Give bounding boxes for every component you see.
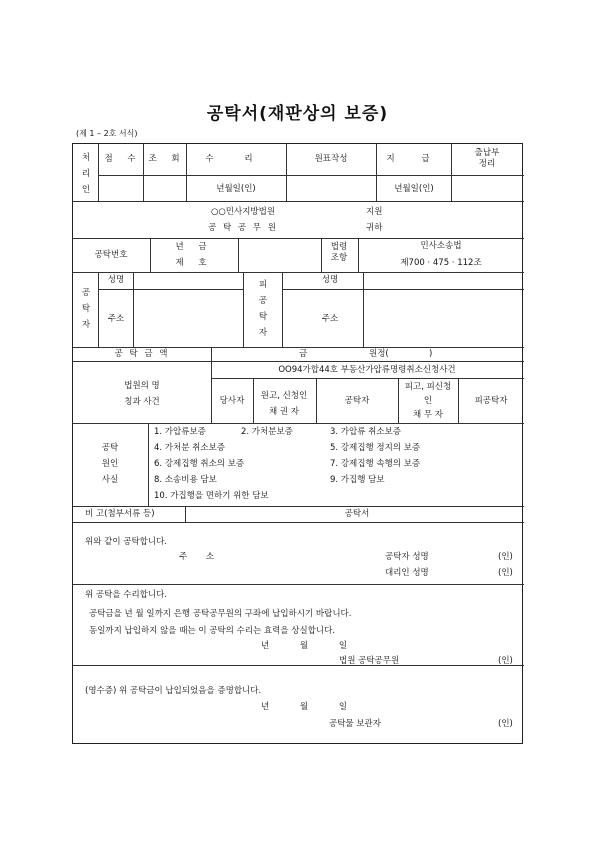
processor-label-1: 처 [81,153,91,163]
rule [73,506,524,507]
agent-signature-label: 대리인 성명 [385,568,429,578]
col-acceptance: 수 리 [205,154,267,164]
form-number: (제 1 – 2호 서식) [76,129,138,138]
col-ledger: 원표작성 [314,154,348,164]
law-label: 법령 조항 [330,242,348,263]
acceptance-official: 법원 공탁공무원 [339,656,400,666]
cause-label-3: 사실 [101,475,119,485]
cause-item: 7. 강제집행 속행의 보증 [330,459,421,469]
rule [73,522,524,523]
law-name: 민사소송법 [420,241,462,251]
rule [458,378,459,423]
cause-item: 1. 가압류보증 [154,427,206,437]
rule [282,289,524,290]
rule [98,175,524,176]
year-label: 년 금 [175,242,213,252]
rule [148,423,149,506]
amount-won-close: ) [429,349,433,359]
court-name: ○○민사지방법원 [210,207,276,217]
col-payment: 지 급 [386,154,442,164]
rule [282,272,283,347]
rule [186,144,187,201]
rule [73,584,524,585]
rule [133,272,134,347]
depositee-label-3: 탁 [258,312,268,322]
cause-item: 10. 가집행을 면하기 위한 담보 [154,491,269,501]
acceptance-line-3: 동일까지 납입하지 않을 때는 이 공탁의 수리는 효력을 상실합니다. [89,626,336,636]
cause-item: 6. 강제집행 취소의 보증 [154,459,245,469]
depositor-seal: (인) [498,552,513,562]
case-depositee-label: 피공탁자 [474,396,508,406]
rule [376,144,377,201]
rule [451,144,452,201]
receipt-date: 년 월 일 [261,702,362,712]
acceptance-date: 년 월 일 [261,641,362,651]
cause-item: 5. 강제집행 정지의 보증 [330,443,421,453]
rule [321,238,322,272]
cause-label-1: 공탁 [101,443,119,453]
amount-currency: 금 [299,349,308,359]
deposit-no-label: 공탁번호 [94,250,128,260]
cause-label-2: 원인 [101,459,119,469]
acceptance-line-2: 공탁금을 년 월 일까지 은행 공탁공무원의 구좌에 납입하시기 바랍니다. [89,609,352,619]
receipt-line-1: (영수증) 위 공탁금이 납입되었음을 증명합니다. [85,686,262,696]
acceptance-seal: (인) [498,656,513,666]
rule [211,378,524,379]
depositee-label-4: 자 [258,328,268,338]
rule [98,289,243,290]
rule [358,238,359,272]
declaration-text: 위와 같이 공탁합니다. [85,537,168,547]
amount-won: 원정( [369,349,389,359]
amount-label: 공 탁 금 액 [114,349,170,359]
rule [98,144,99,201]
rule [316,378,317,423]
rule [143,144,144,201]
processor-label-2: 리 [81,169,91,179]
agent-seal: (인) [498,568,513,578]
remarks-label: 비 고(첨부서류 등) [85,509,155,519]
date-seal-acceptance: 년월일(인) [216,184,256,194]
branch-label: 지원 [366,207,383,217]
case-name: OO94가합44호 부동산가압류명령취소신청사건 [278,365,456,375]
col-inquiry: 조 회 [148,154,186,164]
honorific: 귀하 [366,223,383,233]
deposit-official: 공 탁 공 무 원 [208,223,278,233]
case-depositor-label: 공탁자 [344,396,370,406]
plaintiff-label: 원고, 신청인 채 권 자 [260,391,308,417]
rule [286,144,287,201]
cause-item: 9. 가집행 담보 [330,475,385,485]
rule [363,272,364,347]
defendant-label: 피고, 피신청 인 채 무 자 [404,382,452,420]
cause-item: 4. 가처분 취소보증 [154,443,225,453]
rule [238,238,239,272]
depositor-label-3: 자 [81,320,91,330]
receipt-seal: (인) [498,719,513,729]
depositor-signature-label: 공탁자 성명 [385,552,429,562]
case-label-1: 법원의 명 [124,381,160,391]
depositor-label-2: 탁 [81,304,91,314]
receipt-custodian: 공탁물 보관자 [329,719,381,729]
depositee-name-label: 성명 [321,275,339,285]
depositee-address-label: 주소 [321,314,339,324]
rule [73,361,524,362]
rule [185,506,186,522]
rule [211,347,212,361]
cause-item: 2. 가처분보증 [241,427,293,437]
party-label: 당사자 [219,396,245,406]
cause-item: 8. 소송비용 담보 [154,475,217,485]
rule [253,378,254,423]
rule [398,378,399,423]
rule [98,272,99,347]
law-articles: 제700 · 475 · 112조 [400,258,482,268]
depositor-address-label: 주소 [107,314,125,324]
processor-label-3: 인 [81,185,91,195]
acceptance-line-1: 위 공탁을 수리합니다. [85,590,168,600]
col-cashbook: 출납부 정리 [474,148,500,169]
declaration-address-label: 주 소 [179,552,223,562]
rule [150,238,151,272]
cause-item: 3. 가압류 취소보증 [330,427,401,437]
rule [73,347,524,348]
date-seal-payment: 년월일(인) [394,184,434,194]
rule [73,201,524,202]
rule [73,238,524,239]
document-title: 공탁서(재판상의 보증) [206,104,389,124]
number-label: 제 호 [175,258,213,268]
depositee-label-2: 공 [258,296,268,306]
rule [73,272,524,273]
rule [73,423,524,424]
rule [73,665,524,666]
case-label-2: 칭과 사건 [124,397,160,407]
rule [243,272,244,347]
depositor-name-label: 성명 [107,275,125,285]
col-receipt-no: 점 수 [104,154,142,164]
depositee-label-1: 피 [258,280,268,290]
deposit-form [72,143,523,744]
rule [211,361,212,423]
depositor-label-1: 공 [81,288,91,298]
remarks-value: 공탁서 [344,509,370,519]
